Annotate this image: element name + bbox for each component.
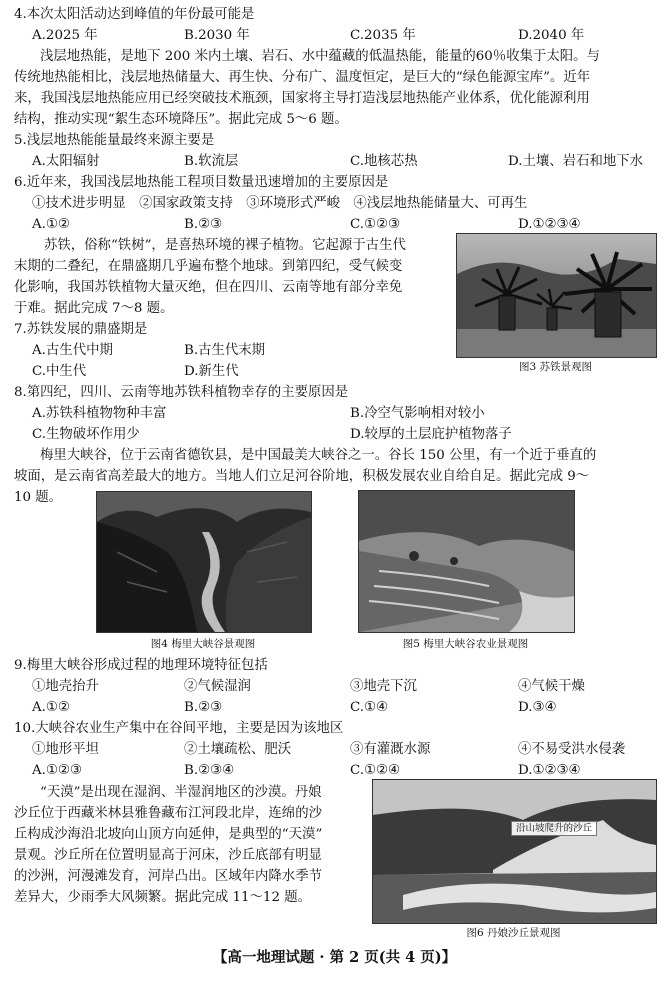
q8-option-a: A.苏铁科植物物种丰富 (32, 406, 167, 421)
passage4-line: 沙丘位于西藏米林县雅鲁藏布江河段北岸，连绵的沙 (14, 806, 322, 821)
q10-item-3: ③有灌溉水源 (350, 742, 431, 757)
q9-item-1: ①地壳抬升 (32, 679, 99, 694)
q8-option-b: B.冷空气影响相对较小 (350, 406, 485, 421)
q7-option-c: C.中生代 (32, 364, 87, 379)
q7-option-d: D.新生代 (184, 364, 239, 379)
terrace-photo-svg (359, 491, 574, 632)
q9-option-c: C.①④ (350, 700, 389, 715)
canyon-photo-svg (97, 492, 311, 632)
figure3-caption: 图3 苏铁景观图 (518, 361, 593, 373)
q7-option-b: B.古生代末期 (184, 343, 266, 358)
passage1-line: 结构，推动实现“絮生态环境降压”。据此完成 5～6 题。 (14, 112, 348, 127)
passage2-line: 于难。据此完成 7～8 题。 (14, 301, 174, 316)
canyon-photo (96, 491, 312, 633)
passage1-line: 浅层地热能，是地下 200 米内土壤、岩石、水中蕴藏的低温热能，能量的60％收集于太阳。与 (40, 49, 600, 64)
q9-stem: 9.梅里大峡谷形成过程的地理环境特征包括 (14, 658, 268, 673)
passage4-line: “天漠”是出现在湿润、半湿润地区的沙漠。丹娘 (40, 785, 322, 800)
q7-stem: 7.苏铁发展的鼎盛期是 (14, 322, 148, 337)
q5-option-b: B.软流层 (184, 154, 239, 169)
passage4-line: 丘构成沙海沿北坡向山顶方向延伸，是典型的“天漠” (14, 827, 323, 842)
q10-item-1: ①地形平坦 (32, 742, 99, 757)
passage4-line: 差异大，少雨季大风频繁。据此完成 11～12 题。 (14, 890, 312, 905)
q4-option-d: D.2040 年 (518, 28, 585, 43)
dune-photo-svg (373, 780, 656, 923)
passage1-line: 来，我国浅层地热能应用已经突破技术瓶颈，国家将主导打造浅层地热能产业体系，优化能源利用 (14, 91, 590, 106)
q5-stem: 5.浅层地热能能量最终来源主要是 (14, 133, 215, 148)
q10-item-2: ②土壤疏松、肥沃 (184, 742, 292, 757)
passage3-line: 梅里大峡谷，位于云南省德钦县，是中国最美大峡谷之一。谷长 150 公里，有一个近于垂直的 (40, 448, 597, 463)
passage2-line: 化影响，我国苏铁植物大量灭绝，但在四川、云南等地有部分幸免 (14, 280, 403, 295)
q9-item-4: ④气候干燥 (518, 679, 585, 694)
q8-option-d: D.较厚的土层庇护植物落子 (350, 427, 512, 442)
q4-option-a: A.2025 年 (32, 28, 98, 43)
passage4-line: 的沙洲，河漫滩发育，河岸凸出。区域年内降水季节 (14, 869, 322, 884)
q4-option-c: C.2035 年 (350, 28, 416, 43)
q5-option-a: A.太阳辐射 (32, 154, 100, 169)
q6-option-c: C.①②③ (350, 217, 401, 232)
q5-option-d: D.土壤、岩石和地下水 (508, 154, 644, 169)
q4-stem: 4.本次太阳活动达到峰值的年份最可能是 (14, 7, 255, 22)
cycad-photo-svg (457, 234, 656, 357)
passage2-line: 末期的二叠纪，在鼎盛期几乎遍布整个地球。到第四纪，受气候变 (14, 259, 403, 274)
q10-option-b: B.②③④ (184, 763, 235, 778)
figure4-caption: 图4 梅里大峡谷景观图 (150, 638, 256, 650)
q8-stem: 8.第四纪，四川、云南等地苏铁科植物幸存的主要原因是 (14, 385, 349, 400)
q9-option-a: A.①② (32, 700, 70, 715)
q7-option-a: A.古生代中期 (32, 343, 113, 358)
dune-photo (372, 779, 657, 924)
q10-option-c: C.①②④ (350, 763, 401, 778)
passage4-line: 景观。沙丘所在位置明显高于河床，沙丘底部有明显 (14, 848, 322, 863)
cycad-photo (456, 233, 657, 358)
passage1-line: 传统地热能相比，浅层地热储量大、再生快、分布广、温度恒定，是巨大的“绿色能源宝库”。近年 (14, 70, 591, 85)
passage3-line: 10 题。 (14, 490, 63, 505)
q8-option-c: C.生物破坏作用少 (32, 427, 140, 442)
q9-option-d: D.③④ (518, 700, 557, 715)
q10-option-a: A.①②③ (32, 763, 82, 778)
terrace-photo (358, 490, 575, 633)
page-footer: 【高一地理试题 · 第 2 页(共 4 页)】 (212, 949, 457, 966)
q6-stem: 6.近年来，我国浅层地热能工程项目数量迅速增加的主要原因是 (14, 175, 389, 190)
q10-option-d: D.①②③④ (518, 763, 581, 778)
q4-option-b: B.2030 年 (184, 28, 250, 43)
q6-option-d: D.①②③④ (518, 217, 581, 232)
q9-item-2: ②气候湿润 (184, 679, 251, 694)
passage2-line: 苏铁，俗称“铁树”，是喜热环境的裸子植物。它起源于古生代 (44, 238, 406, 253)
q9-item-3: ③地壳下沉 (350, 679, 417, 694)
q6-items: ①技术进步明显 ②国家政策支持 ③环境形式严峻 ④浅层地热能储量大、可再生 (32, 196, 528, 211)
figure5-caption: 图5 梅里大峡谷农业景观图 (402, 638, 529, 650)
dune-overlay-label: 沿山坡爬升的沙丘 (511, 821, 597, 836)
q6-option-a: A.①② (32, 217, 70, 232)
q5-option-c: C.地核芯热 (350, 154, 418, 169)
passage3-line: 坡面，是云南省高差最大的地方。当地人们立足河谷阶地，积极发展农业自给自足。据此完成 9～ (14, 469, 590, 484)
q9-option-b: B.②③ (184, 700, 223, 715)
figure6-caption: 图6 丹娘沙丘景观图 (466, 927, 561, 939)
q10-stem: 10.大峡谷农业生产集中在谷间平地，主要是因为该地区 (14, 721, 344, 736)
q10-item-4: ④不易受洪水侵袭 (518, 742, 626, 757)
q6-option-b: B.②③ (184, 217, 223, 232)
